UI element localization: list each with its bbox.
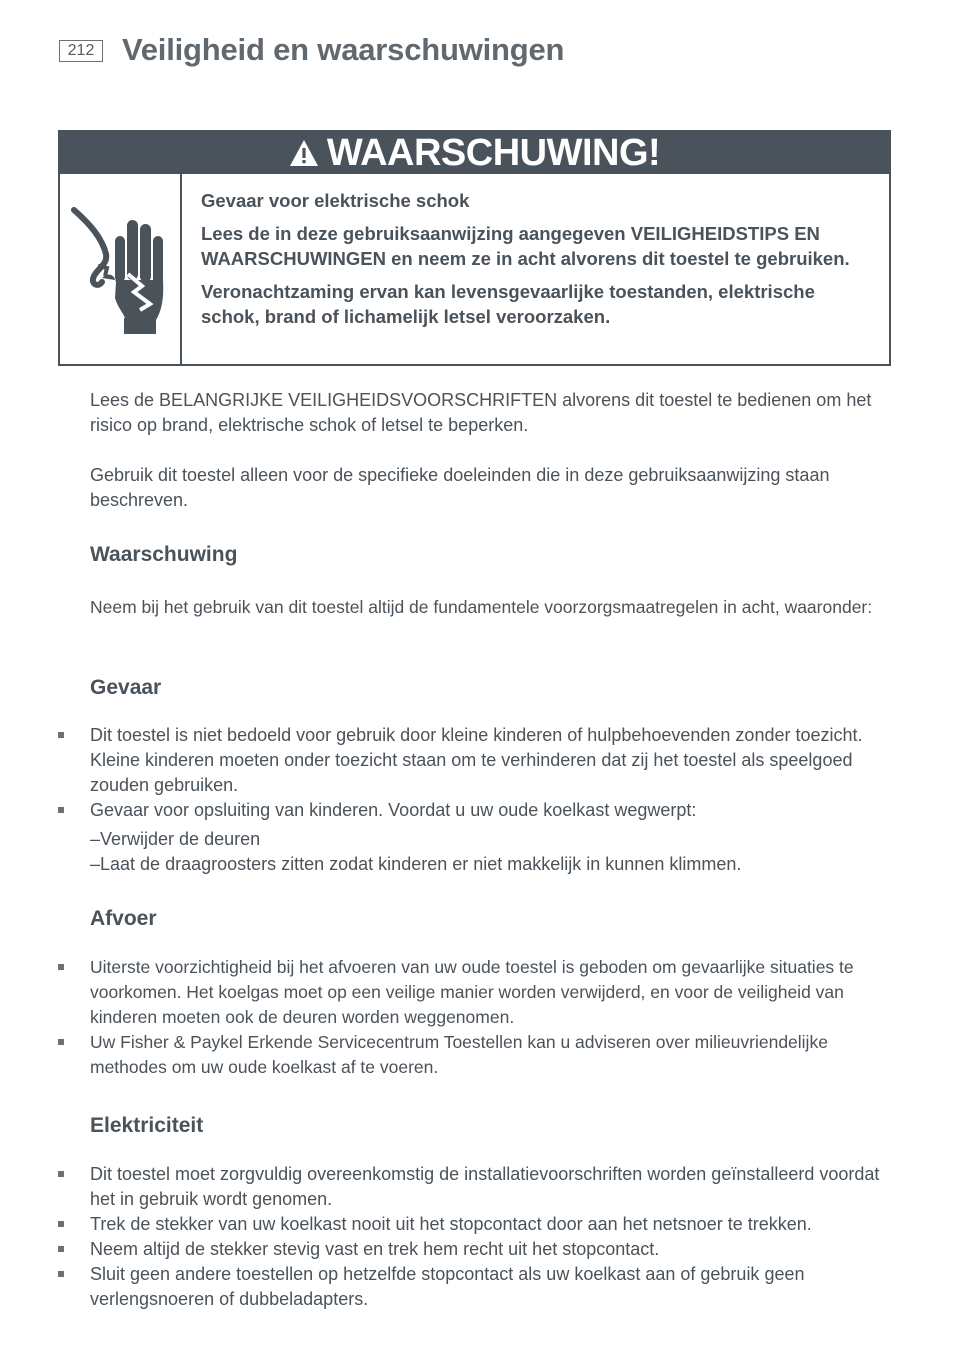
list-item: Trek de stekker van uw koelkast nooit uit het stopcontact door aan het netsnoer te trekken. bbox=[58, 1212, 888, 1237]
warning-instruction: Lees de in deze gebruiksaanwijzing aangegeven VEILIGHEIDSTIPS EN WAARSCHUWINGEN en neem ze in acht alvorens dit toestel te gebruiken. bbox=[201, 222, 850, 269]
section-heading-elektriciteit: Elektriciteit bbox=[90, 1114, 204, 1137]
section-heading-gevaar: Gevaar bbox=[90, 676, 162, 699]
intro-paragraph: Gebruik dit toestel alleen voor de specifieke doeleinden die in deze gebruiksaanwijzing staan beschreven. bbox=[90, 465, 830, 510]
warning-title: WAARSCHUWING! bbox=[326, 132, 661, 174]
afvoer-list bbox=[58, 955, 888, 1080]
sub-list-item: –Laat de draagroosters zitten zodat kinderen er niet makkelijk in kunnen klimmen. bbox=[90, 854, 742, 874]
page-title: Veiligheid en waarschuwingen bbox=[122, 32, 565, 67]
list-item: Sluit geen andere toestellen op hetzelfde stopcontact als uw koelkast aan of gebruik geen verlengsnoeren of dubbeladapters. bbox=[58, 1262, 888, 1312]
warning-box bbox=[58, 130, 891, 366]
list-item: Neem altijd de stekker stevig vast en trek hem recht uit het stopcontact. bbox=[58, 1237, 888, 1262]
list-item: Dit toestel is niet bedoeld voor gebruik door kleine kinderen of hulpbehoevenden zonder toezicht. Kleine kinderen moeten onder toezicht staan om te verhinderen dat zij het toestel als speelgoed zouden gebruiken. bbox=[58, 723, 888, 798]
list-item: Gevaar voor opsluiting van kinderen. Voordat u uw oude koelkast wegwerpt: bbox=[58, 798, 888, 823]
electric-shock-hand-icon bbox=[68, 202, 172, 338]
warning-text bbox=[182, 174, 889, 364]
list-item: Uw Fisher & Paykel Erkende Servicecentrum Toestellen kan u adviseren over milieuvriendelijke methodes om uw oude koelkast af te voeren. bbox=[58, 1030, 888, 1080]
section-heading-waarschuwing: Waarschuwing bbox=[90, 543, 238, 566]
warning-icon-cell bbox=[60, 174, 182, 364]
intro-paragraph: Lees de BELANGRIJKE VEILIGHEIDSVOORSCHRIFTEN alvorens dit toestel te bedienen om het risico op brand, elektrische schok of letsel te beperken. bbox=[90, 390, 872, 435]
warning-consequence: Veronachtzaming ervan kan levensgevaarlijke toestanden, elektrische schok, brand of lichamelijk letsel veroorzaken. bbox=[201, 280, 815, 327]
gevaar-list bbox=[58, 723, 888, 823]
waarschuwing-text: Neem bij het gebruik van dit toestel altijd de fundamentele voorzorgsmaatregelen in acht, waaronder: bbox=[90, 597, 873, 617]
warning-subtitle: Gevaar voor elektrische schok bbox=[201, 190, 470, 211]
section-heading-afvoer: Afvoer bbox=[90, 907, 157, 930]
warning-body bbox=[60, 174, 889, 364]
warning-triangle-icon bbox=[289, 139, 319, 167]
elektriciteit-list bbox=[58, 1162, 888, 1312]
page-number: 212 bbox=[59, 40, 103, 62]
list-item: Uiterste voorzichtigheid bij het afvoeren van uw oude toestel is geboden om gevaarlijke situaties te voorkomen. Het koelgas moet op een veilige manier worden verwijderd, en voor de veiligheid van kinderen moeten ook de deuren worden weggenomen. bbox=[58, 955, 888, 1030]
warning-header bbox=[60, 132, 889, 174]
list-item: Dit toestel moet zorgvuldig overeenkomstig de installatievoorschriften worden geïnstalleerd voordat het in gebruik wordt genomen. bbox=[58, 1162, 888, 1212]
sub-list-item: –Verwijder de deuren bbox=[90, 829, 261, 849]
